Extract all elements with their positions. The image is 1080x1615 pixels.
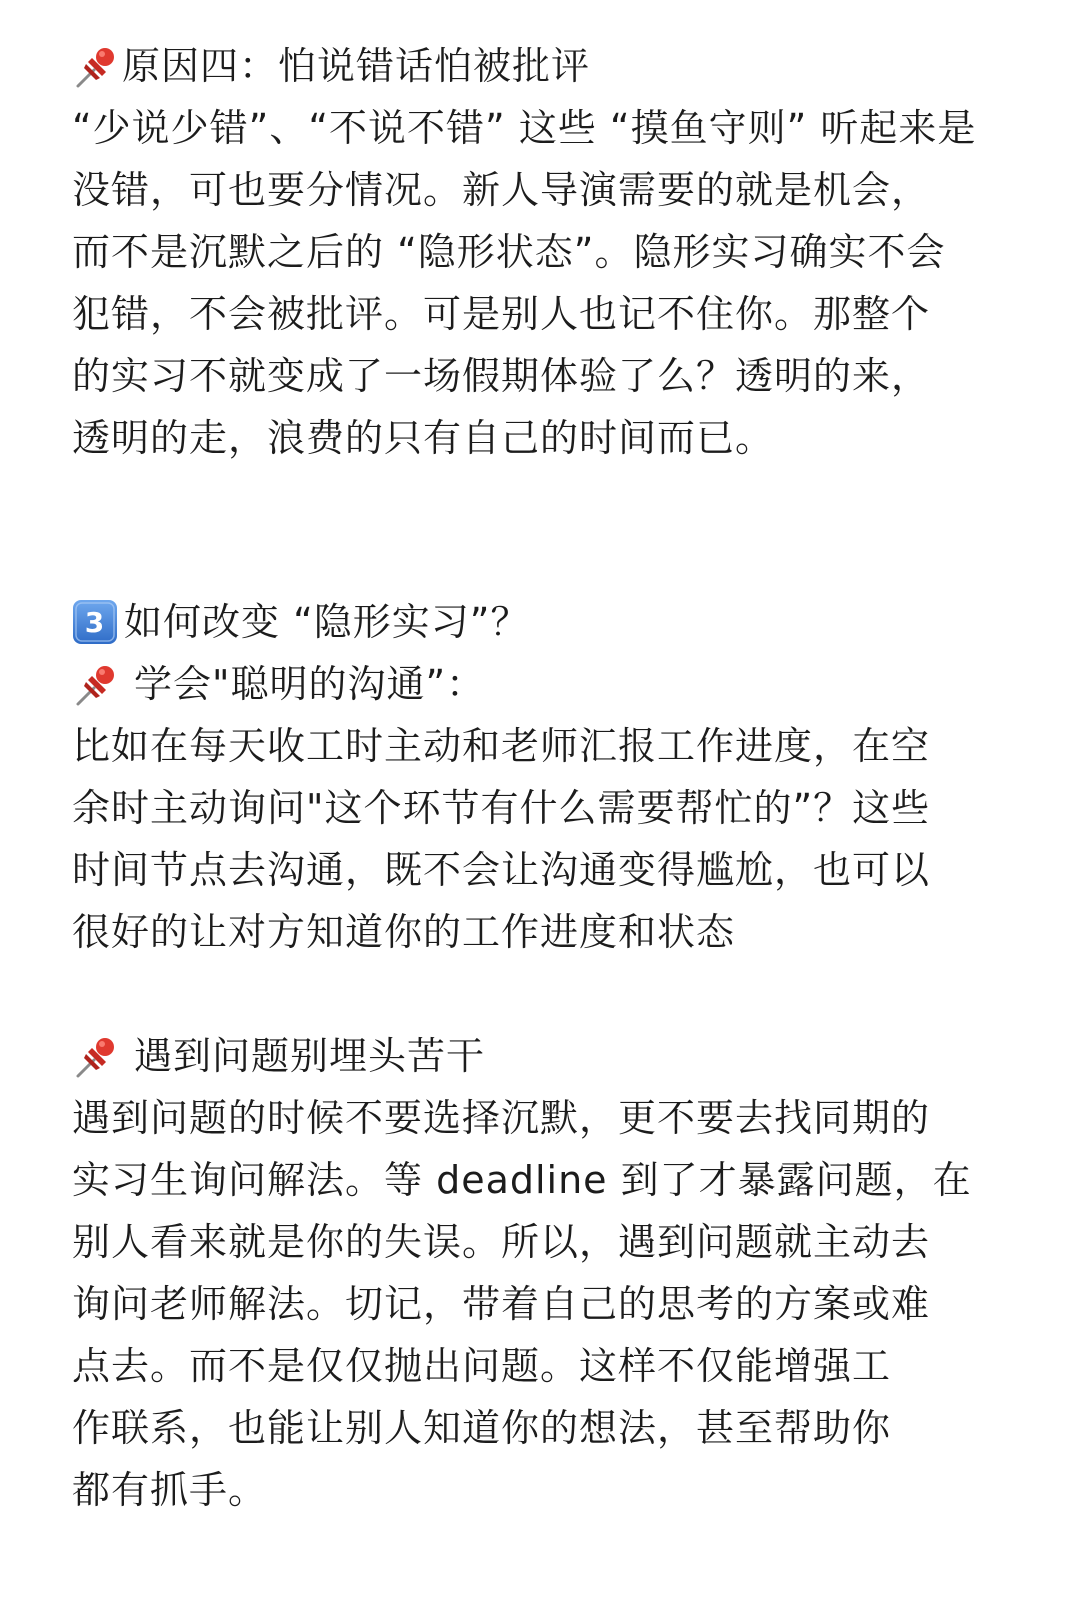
pushpin-icon xyxy=(72,1032,122,1080)
section-heading-reason-4 xyxy=(72,42,590,90)
paragraph-line: 别人看来就是你的失误。所以，遇到问题就主动去 xyxy=(72,1220,931,1264)
paragraph-line: “少说少错”、“不说不错” 这些 “摸鱼守则” 听起来是 xyxy=(72,106,977,150)
pushpin-icon xyxy=(72,660,122,708)
paragraph-line: 时间节点去沟通，既不会让沟通变得尴尬，也可以 xyxy=(72,848,931,892)
tip-heading-dont-work-silently xyxy=(72,1032,485,1080)
tip-heading-text: 学会"聪明的沟通”： xyxy=(134,662,486,706)
section-heading-text: 原因四：怕说错话怕被批评 xyxy=(122,44,591,88)
keycap-3-icon xyxy=(72,599,118,645)
section-heading-how-to-change xyxy=(72,598,529,646)
paragraph-line: 犯错，不会被批评。可是别人也记不住你。那整个 xyxy=(72,292,931,336)
paragraph-line: 没错，可也要分情况。新人导演需要的就是机会， xyxy=(72,168,931,212)
paragraph-line: 都有抓手。 xyxy=(72,1468,268,1512)
tip-heading-text: 遇到问题别埋头苦干 xyxy=(134,1034,486,1078)
paragraph-line: 点去。而不是仅仅抛出问题。这样不仅能增强工 xyxy=(72,1344,892,1388)
paragraph-line: 的实习不就变成了一场假期体验了么？透明的来， xyxy=(72,354,931,398)
paragraph-line: 而不是沉默之后的 “隐形状态”。隐形实习确实不会 xyxy=(72,230,946,274)
paragraph-line: 遇到问题的时候不要选择沉默，更不要去找同期的 xyxy=(72,1096,931,1140)
section-heading-text: 如何改变 “隐形实习”？ xyxy=(124,600,530,644)
pushpin-icon xyxy=(72,42,122,90)
svg-text:3: 3 xyxy=(84,606,106,639)
tip-heading-smart-communication xyxy=(72,660,485,708)
paragraph-line: 很好的让对方知道你的工作进度和状态 xyxy=(72,910,736,954)
paragraph-line: 作联系，也能让别人知道你的想法，甚至帮助你 xyxy=(72,1406,892,1450)
paragraph-line: 透明的走，浪费的只有自己的时间而已。 xyxy=(72,416,775,460)
paragraph-line: 实习生询问解法。等 deadline 到了才暴露问题，在 xyxy=(72,1158,972,1202)
paragraph-line: 余时主动询问"这个环节有什么需要帮忙的”？这些 xyxy=(72,786,931,830)
paragraph-line: 比如在每天收工时主动和老师汇报工作进度，在空 xyxy=(72,724,931,768)
paragraph-line: 询问老师解法。切记，带着自己的思考的方案或难 xyxy=(72,1282,931,1326)
